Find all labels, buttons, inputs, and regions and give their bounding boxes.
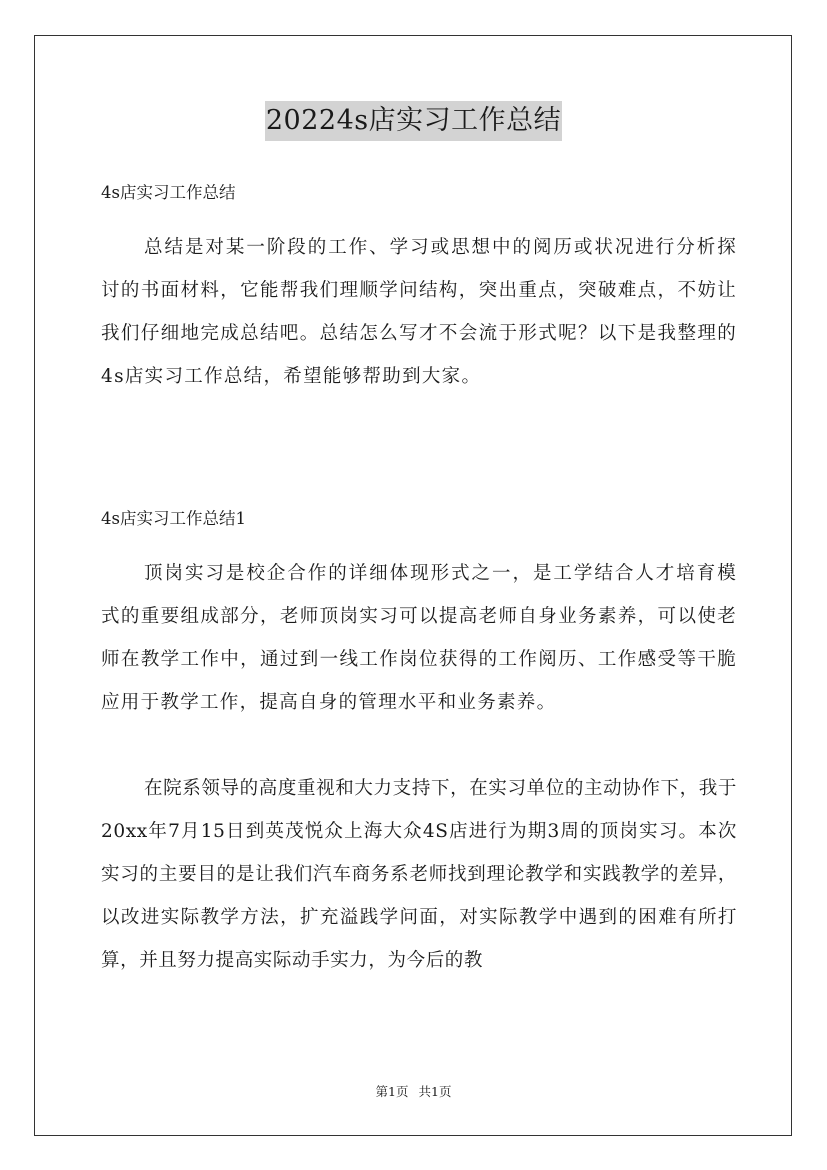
- section-heading-1: 4s店实习工作总结1: [101, 509, 246, 528]
- page-total: 共1页: [418, 1084, 452, 1099]
- page-number: 第1页: [375, 1084, 409, 1099]
- document-title-wrapper: [0, 101, 827, 141]
- section1-paragraph-2: 在院系领导的高度重视和大力支持下，在实习单位的主动协作下，我于20xx年7月15日到英茂悦众上海大众4S店进行为期3周的顶岗实习。本次实习的主要目的是让我们汽车商务系老师找到理论教学和实践教学的差异，以改进实际教学方法，扩充溢践学问面，对实际教学中遇到的困难有所打算，并且努力提高实际动手实力，为今后的教: [101, 778, 737, 971]
- page-footer: [0, 1084, 827, 1100]
- document-title: 20224s店实习工作总结: [265, 101, 562, 141]
- intro-paragraph: 总结是对某一阶段的工作、学习或思想中的阅历或状况进行分析探讨的书面材料，它能帮我们理顺学问结构，突出重点，突破难点，不妨让我们仔细地完成总结吧。总结怎么写才不会流于形式呢？以下是我整理的4s店实习工作总结，希望能够帮助到大家。: [101, 237, 737, 387]
- section1-paragraph-1: 顶岗实习是校企合作的详细体现形式之一，是工学结合人才培育模式的重要组成部分，老师顶岗实习可以提高老师自身业务素养，可以使老师在教学工作中，通过到一线工作岗位获得的工作阅历、工作感受等干脆应用于教学工作，提高自身的管理水平和业务素养。: [101, 563, 737, 713]
- document-subtitle: 4s店实习工作总结: [101, 183, 236, 202]
